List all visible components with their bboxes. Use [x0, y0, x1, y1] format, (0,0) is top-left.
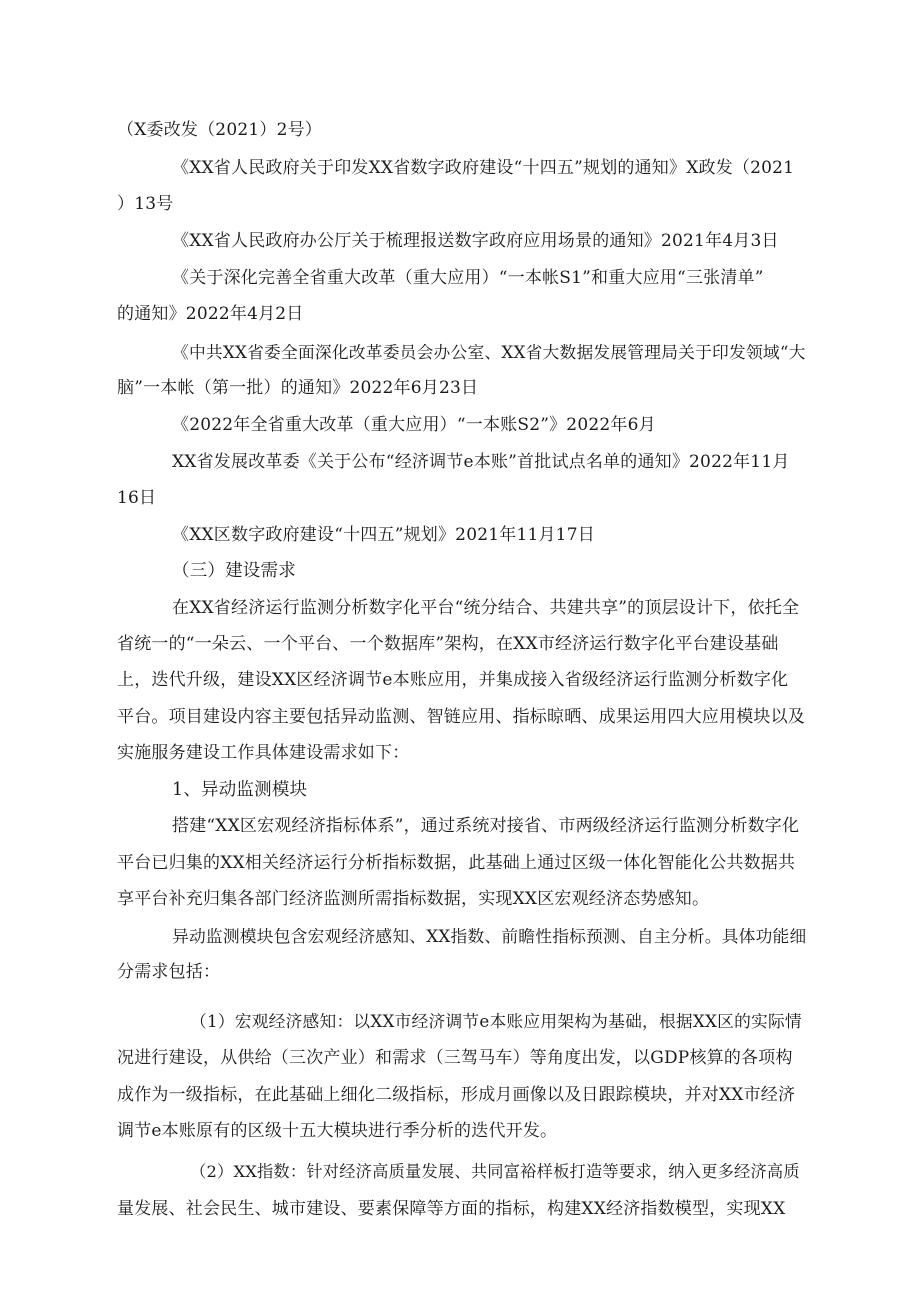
paragraph-line: 省统一的“一朵云、一个平台、一个数据库”架构，在XX市经济运行数字化平台建设基础 [117, 634, 779, 654]
reference-line: 16日 [117, 488, 157, 508]
paragraph-line: 量发展、社会民生、城市建设、要素保障等方面的指标，构建XX经济指数模型，实现XX [117, 1199, 786, 1219]
reference-line: 《2022年全省重大改革（重大应用）“一本账S2”》2022年6月 [172, 415, 656, 435]
paragraph-line: 享平台补充归集各部门经济监测所需指标数据，实现XX区宏观经济态势感知。 [117, 889, 710, 909]
paragraph-line: 搭建“XX区宏观经济指标体系”，通过系统对接省、市两级经济运行监测分析数字化 [172, 816, 800, 836]
paragraph-line: 实施服务建设工作具体建设需求如下： [117, 743, 410, 763]
paragraph-line: 平台。项目建设内容主要包括异动监测、智链应用、指标晾晒、成果运用四大应用模块以及 [117, 707, 805, 727]
paragraph-line: 上，迭代升级，建设XX区经济调节e本账应用，并集成接入省级经济运行监测分析数字化 [117, 670, 789, 690]
paragraph-line: 异动监测模块包含宏观经济感知、XX指数、前瞻性指标预测、自主分析。具体功能细 [172, 926, 807, 946]
reference-line: XX省发展改革委《关于公布“经济调节e本账”首批试点名单的通知》2022年11月 [172, 452, 790, 472]
paragraph-line: 平台已归集的XX相关经济运行分析指标数据，此基础上通过区级一体化智能化公共数据共 [117, 853, 796, 873]
paragraph-line: 况进行建设，从供给（三次产业）和需求（三驾马车）等角度出发，以GDP核算的各项构 [117, 1048, 793, 1068]
paragraph-line: （2）XX指数：针对经济高质量发展、共同富裕样板打造等要求，纳入更多经济高质 [190, 1162, 800, 1181]
paragraph-line: 分需求包括： [117, 962, 221, 982]
reference-line: （X委改发（2021）2号） [117, 120, 322, 140]
reference-line: 脑”一本帐（第一批）的通知》2022年6月23日 [117, 378, 479, 398]
paragraph-line: 调节e本账原有的区级十五大模块进行季分析的迭代开发。 [117, 1121, 558, 1141]
paragraph-line: 在XX省经济运行监测分析数字化平台“统分结合、共建共享”的顶层设计下，依托全 [172, 598, 800, 618]
reference-line: 《关于深化完善全省重大改革（重大应用）“一本帐S1”和重大应用“三张清单” [172, 268, 764, 288]
reference-line: 的通知》2022年4月2日 [117, 304, 304, 324]
reference-line: 《XX区数字政府建设“十四五”规划》2021年11月17日 [172, 525, 595, 545]
reference-line: 《中共XX省委全面深化改革委员会办公室、XX省大数据发展管理局关于印发领域“大 [172, 342, 806, 362]
section-title: （三）建设需求 [172, 561, 296, 581]
paragraph-line: 成作为一级指标，在此基础上细化二级指标，形成月画像以及日跟踪模块，并对XX市经济 [117, 1085, 796, 1105]
reference-line: 《XX省人民政府办公厅关于梳理报送数字政府应用场景的通知》2021年4月3日 [172, 231, 779, 251]
reference-line: ）13号 [117, 194, 174, 214]
reference-line: 《XX省人民政府关于印发XX省数字政府建设“十四五”规划的通知》X政发（2021 [172, 158, 795, 178]
paragraph-line: （1）宏观经济感知：以XX市经济调节e本账应用架构为基础，根据XX区的实际情 [190, 1011, 802, 1031]
module-title: 1、异动监测模块 [172, 780, 308, 800]
